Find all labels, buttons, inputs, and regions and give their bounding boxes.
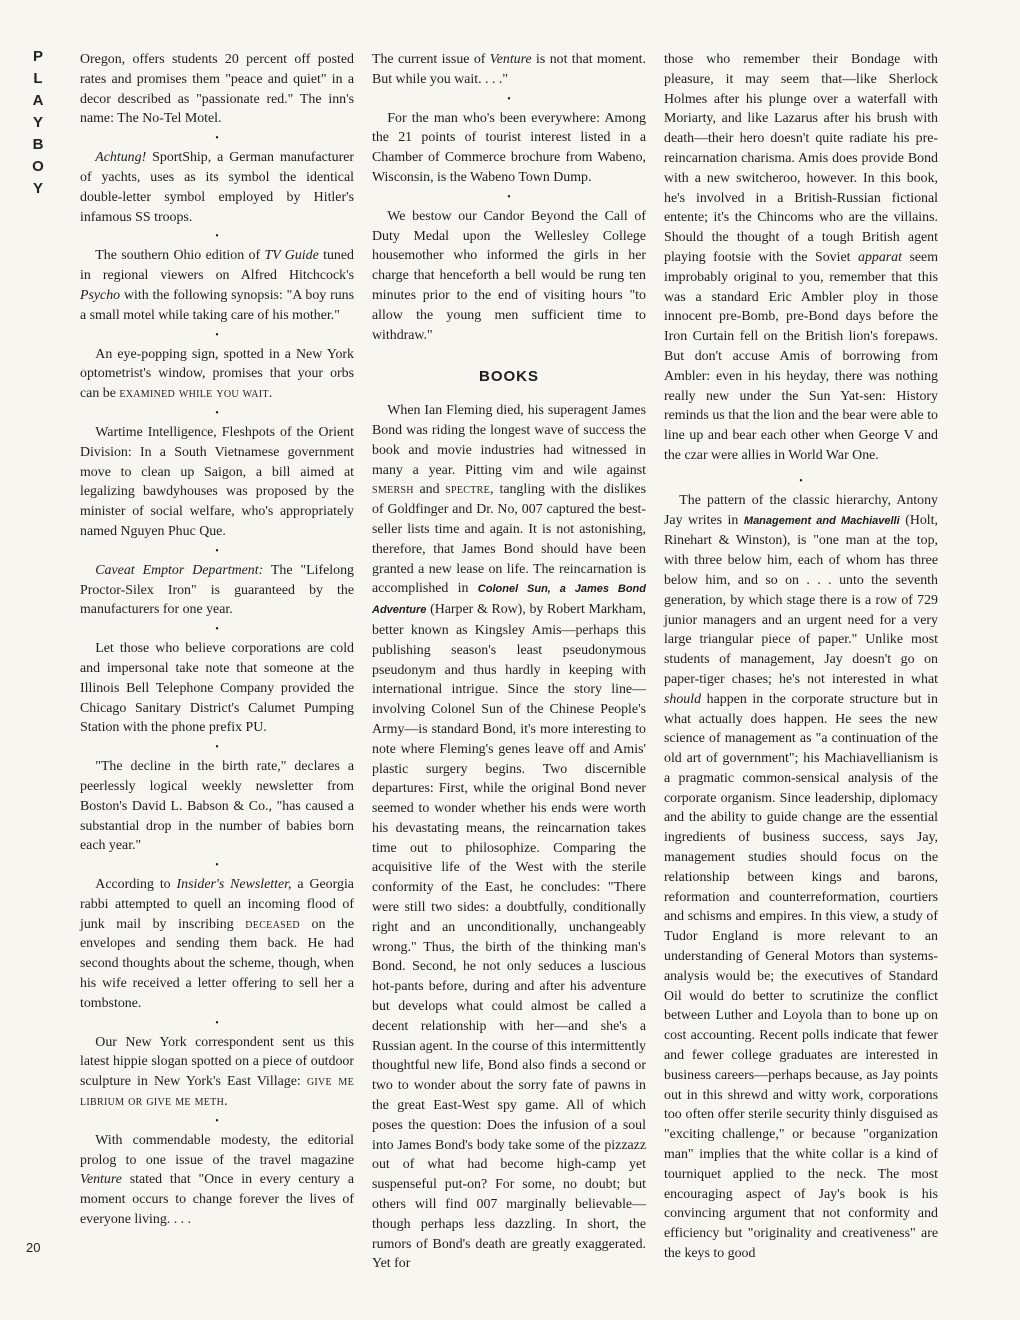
text-run: An eye-popping sign, spotted in a New York optometrist's window, promises that your orbs can be [80, 346, 354, 402]
text-run: those who remember their Bondage with pleasure, it may seem that—like Sherlock Holmes after his plunge over a waterfall with Moriarty, and like Lazarus after his brush with death—their hero doesn't quite radiate his pre-reincarnation charisma. Amis does provide Bond with a new switcheroo, however. In this book, he's involved in a British-Russian fictional entente; it's the Chincoms who are the villains. Should the thought of a tough British agent playing footsie with the Soviet [664, 52, 938, 265]
paragraph: For the man who's been everywhere: Among the 21 points of tourist interest listed in a Chamber of Commerce brochure from Wabeno, Wisconsin, is the Wabeno Town Dump. [372, 110, 646, 185]
text-run: on the envelopes and sending them back. He had second thoughts about the scheme, though, when his wife received a letter offering to sell her a tombstone. [80, 916, 354, 1011]
book-title: Colonel Sun, a James Bond Adventure [372, 583, 646, 617]
italic-text: Venture [489, 52, 532, 67]
paragraph: Wartime Intelligence, Fleshpots of the Orient Division: In a South Vietnamese government move to clean up Saigon, a bill aimed at legalizing bawdyhouses was proposed by the minister of social welfare, who's appropriately named Nguyen Phuc Que. [80, 424, 354, 539]
bullet-separator: • [215, 624, 219, 636]
italic-text: Caveat Emptor Department: [95, 562, 264, 578]
paragraph [664, 491, 938, 1264]
italic-text: Insider's Newsletter, [176, 877, 292, 893]
paragraph [80, 1131, 354, 1230]
paragraph [80, 1033, 354, 1112]
column-right [664, 50, 938, 1264]
bullet-separator: • [215, 231, 219, 243]
masthead-letter: A [32, 92, 44, 109]
text-run: According to [95, 877, 177, 893]
text-run: seem improbably original to you, remember that this was a standard Eric Ambler ploy in those innocent pre-Bomb, pre-Bond days before the Iron Curtain fell on the British lion's forepaws. But don't accuse Amis of borrowing from Ambler: even in his heyday, there was nothing really new under the Sun Yat-sen: History reminds us that the lion and the bear were able to line up and bear each other when George V and the czar were allies in World War One. [664, 249, 939, 463]
column-left [80, 50, 354, 1230]
masthead-letter: Y [32, 114, 43, 131]
paragraph [372, 401, 646, 1274]
paragraph: "The decline in the birth rate," declares a peerlessly logical weekly newsletter from Boston's David L. Babson & Co., "has caused a substantial drop in the number of babies born each year." [80, 759, 354, 854]
section-heading-books: BOOKS [478, 368, 539, 386]
text-run: is not that moment. But while you wait. . . ." [372, 52, 647, 87]
paragraph: Let those who believe corporations are cold and impersonal take note that someone at the Illinois Bell Telephone Company provided the Chicago Sanitary District's Calumet Pumping Station with the phone prefix PU. [80, 641, 354, 736]
paragraph [372, 50, 646, 90]
masthead-letter: Y [32, 180, 43, 197]
book-title: Management and Machiavelli [743, 514, 900, 527]
small-caps-text: spectre, [445, 482, 494, 498]
bullet-separator: • [215, 742, 219, 754]
paragraph: We bestow our Candor Beyond the Call of Duty Medal upon the Wellesley College housemother who informed the girls in her charge that henceforth a bell would be rung ten minutes prior to the end of visiting hours "to allow the young men sufficient time to withdraw." [372, 208, 646, 343]
bullet-separator: • [215, 545, 219, 557]
italic-text: Psycho [80, 287, 121, 303]
bullet-separator: • [215, 1017, 219, 1029]
text-run: (Harper & Row), by Robert Markham, better known as Kingsley Amis—perhaps this publishing season's least pseudonymous pseudonym and thus hardly in keeping with international intrigue. Since the story line—involving Colonel Sun of the Chinese People's Army—is standard Bond, it's more interesting to note where Fleming's genes leave off and Amis' plastic surgery begins. Two discernible departures: First, while the original Bond never seemed to wonder whether his ends were worth his devastating means, the reincarnation takes time out to philosophize. Comparing the acquisitive life of the West with the sterile conformity of the East, he concludes: "There were still two sides: a doubtfully, conditionally right and an unconditionally, unchangeably wrong." Thus, the birth of the thinking man's Bond. Second, he not only seduces a luscious hot-pants before, during and after his adventure but develops what could almost be called a decent relationship with her—and she's a Russian agent. In the course of this intermittently thoughtful new life, Bond also finds a second or two to wonder about the sorry fate of pawns in the great East-West spy game. All of which poses the question: Does the infusion of a soul into James Bond's body take some of the pizzazz out of what had become high-camp yet suspenseful put-on? For some, no doubt; but others will find 007 marginally believable—though perhaps less dazzling. In short, the rumors of Bond's death are greatly exaggerated. Yet for [372, 602, 646, 1272]
masthead-letter: B [32, 136, 44, 153]
bullet-separator: • [799, 475, 803, 487]
italic-text: TV Guide [264, 248, 319, 264]
text-run: The current issue of [372, 52, 490, 67]
small-caps-text: smersh [372, 482, 414, 498]
paragraph [80, 875, 354, 1014]
masthead-letter: P [32, 48, 43, 65]
masthead-letter: O [32, 158, 44, 175]
text-run: a Georgia rabbi attempted to quell an incoming flood of junk mail by inscribing [80, 877, 354, 932]
text-run: Our New York correspondent sent us this latest hippie slogan spotted on a piece of outdoor sculpture in New York's East Village: [80, 1034, 354, 1090]
paragraph [80, 345, 354, 404]
text-run: The "Lifelong Proctor-Silex Iron" is guaranteed by the manufacturers for one year. [80, 562, 354, 618]
masthead-letter: L [33, 70, 43, 87]
small-caps-text: deceased [245, 916, 300, 932]
text-run: With commendable modesty, the editorial prolog to one issue of the travel magazine [80, 1132, 354, 1168]
text-run: happen in the corporate structure but in what actually does happen. He sees the new science of management as "a continuation of the old art of government"; his Machiavellianism is a pragmatic common-sensical analysis of the corporate organism. Since leadership, diplomacy and the ability to guide change are the essential ingredients of business success, says Jay, management studies should focus on the relationship between kings and barons, reformation and counterreformation, courtiers and schisms and empires. In this view, a study of Tudor England is more relevant to an understanding of General Motors than systems-analysis would be; the executives of Standard Oil would do better to scrutinize the conflict between Luther and Loyola than to bone up on cost accounting. Recent polls indicate that fewer and fewer college graduates are interested in business careers—perhaps because, as Jay points out in this shrewd and witty work, corporations too often offer sterile security thinly disguised as "exciting challenge," or because "organization man" implies that the white collar is a kind of tourniquet applied to the neck. The most encouraging aspect of Jay's book is his convincing argument that not conformity and efficiency but "originality and creativeness" are the keys to good [664, 691, 938, 1262]
paragraph [80, 561, 354, 620]
small-caps-text: give me librium or give me meth. [80, 1074, 354, 1110]
text-run: stated that "Once in every century a moment occurs to change forever the lives of everyone living. . . . [80, 1172, 354, 1228]
text-run: When Ian Fleming died, his superagent James Bond was riding the longest wave of success the book and movie industries had witnessed in many a year. Pitting vim and wile against [372, 403, 646, 478]
text-run: The pattern of the classic hierarchy, Antony Jay writes in [664, 492, 938, 528]
text-run: The southern Ohio edition of [95, 248, 265, 264]
masthead-vertical [30, 46, 46, 200]
small-caps-text: examined while you wait. [119, 386, 273, 402]
text-run: tuned in regional viewers on Alfred Hitchcock's [80, 248, 354, 284]
bullet-separator: • [507, 93, 511, 105]
text-run: SportShip, a German manufacturer of yachts, uses as its symbol the identical double-letter symbol employed by Hitler's infamous SS troops. [80, 150, 354, 225]
paragraph: Oregon, offers students 20 percent off posted rates and promises them "peace and quiet" in a decor described as "passionate red." The inn's name: The No-Tel Motel. [80, 52, 354, 127]
bullet-separator: • [507, 191, 511, 203]
bullet-separator: • [215, 407, 219, 419]
bullet-separator: • [215, 860, 219, 872]
page-number: 20 [26, 1240, 41, 1255]
paragraph [664, 50, 938, 466]
column-middle [372, 50, 646, 1274]
bullet-separator: • [215, 133, 219, 145]
text-run: tangling with the dislikes of Goldfinger and Dr. No, 007 captured the best-seller lists time and again. It is not astonishing, therefore, that James Bond should have been granted a new lease on life. The reincarnation is accomplished in [372, 482, 646, 597]
bullet-separator: • [215, 1115, 219, 1127]
italic-text: Venture [80, 1172, 122, 1188]
bullet-separator: • [215, 329, 219, 341]
text-run: and [413, 482, 446, 498]
paragraph [80, 246, 354, 325]
italic-text: Achtung! [95, 150, 147, 166]
italic-text: should [664, 691, 702, 707]
text-run: (Holt, Rinehart & Winston), is "one man at the top, with three below him, each of whom has three below him, and so on . . . unto the seventh generation, by which stage there is a row of 729 junior managers and an urgent need for a very large triangular piece of paper." Unlike most students of management, Jay doesn't go on paper-tiger chases; he's not interested in what [664, 512, 938, 687]
paragraph [80, 148, 354, 227]
italic-text: apparat [858, 249, 902, 265]
text-run: with the following synopsis: "A boy runs a small motel while taking care of his mother." [80, 287, 354, 323]
